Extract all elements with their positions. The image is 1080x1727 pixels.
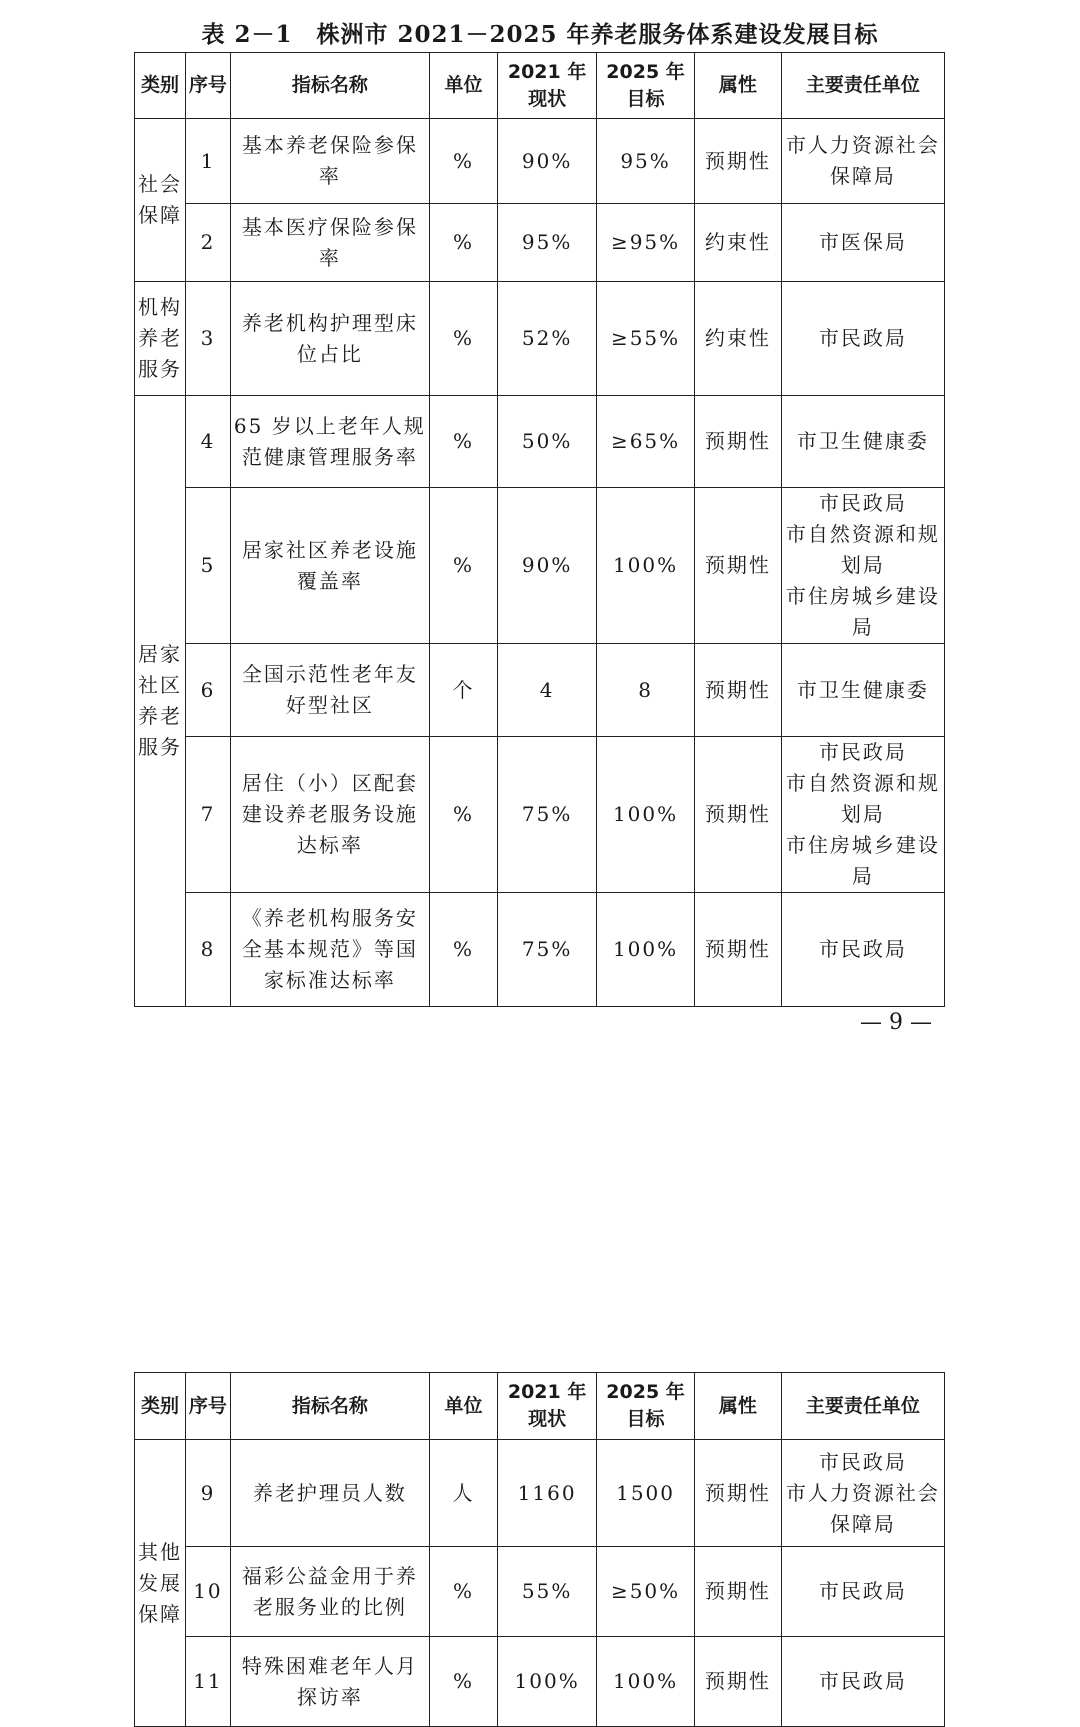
cell-2025: ≥95% xyxy=(597,204,695,282)
table-row xyxy=(135,119,945,204)
dept-line: 市住房城乡建设局 xyxy=(785,584,940,639)
cell-2021: 4 xyxy=(498,644,597,737)
table-row xyxy=(135,282,945,396)
table-row xyxy=(135,204,945,282)
cell-2025: 100% xyxy=(597,737,695,893)
dept-line: 市民政局 xyxy=(818,740,907,764)
header-2021-year: 2021 年 xyxy=(507,60,587,83)
header-attr: 属性 xyxy=(695,53,782,119)
cell-dept: 市民政局 xyxy=(781,893,944,1007)
header-row xyxy=(135,53,945,119)
cell-name: 基本医疗保险参保率 xyxy=(230,204,429,282)
category-social: 社会保障 xyxy=(135,119,186,282)
cell-seq: 10 xyxy=(186,1547,231,1637)
header-2025-target: 目标 xyxy=(626,87,665,110)
header-2025 xyxy=(597,1373,695,1440)
cell-seq: 5 xyxy=(186,488,231,644)
cell-seq: 2 xyxy=(186,204,231,282)
cell-seq: 11 xyxy=(186,1637,231,1727)
table-row xyxy=(135,737,945,893)
dept-line: 市民政局 xyxy=(818,1449,907,1474)
header-unit: 单位 xyxy=(429,53,497,119)
cell-seq: 1 xyxy=(186,119,231,204)
cell-attr: 预期性 xyxy=(695,119,782,204)
header-unit: 单位 xyxy=(429,1373,497,1440)
cell-name: 养老机构护理型床位占比 xyxy=(230,282,429,396)
cell-2025: ≥55% xyxy=(597,282,695,396)
cell-seq: 3 xyxy=(186,282,231,396)
header-2021 xyxy=(498,53,597,119)
cell-seq: 6 xyxy=(186,644,231,737)
table-row xyxy=(135,396,945,488)
cell-dept: 市民政局 xyxy=(781,282,944,396)
header-2025 xyxy=(597,53,695,119)
header-2021-year: 2021 年 xyxy=(507,1381,587,1403)
cell-dept: 市医保局 xyxy=(781,204,944,282)
cell-2021: 75% xyxy=(498,737,597,893)
dept-line: 市自然资源和规划局 xyxy=(785,771,940,826)
cell-unit: % xyxy=(429,893,497,1007)
cell-dept xyxy=(781,488,944,644)
page-number: — 9 — xyxy=(860,1010,932,1035)
cell-dept: 市人力资源社会保障局 xyxy=(781,119,944,204)
cell-2025: 95% xyxy=(597,119,695,204)
header-attr: 属性 xyxy=(695,1373,782,1440)
cell-seq: 4 xyxy=(186,396,231,488)
cell-name: 居家社区养老设施覆盖率 xyxy=(230,488,429,644)
category-community: 居家社区养老服务 xyxy=(135,396,186,1007)
cell-2025: ≥50% xyxy=(597,1547,695,1637)
cell-unit: 人 xyxy=(429,1440,497,1547)
cell-name: 养老护理员人数 xyxy=(230,1440,429,1547)
header-2021 xyxy=(498,1373,597,1440)
header-2021-status: 现状 xyxy=(528,1408,567,1430)
cell-2021: 90% xyxy=(498,119,597,204)
cell-dept: 市民政局 xyxy=(781,1547,944,1637)
dept-line: 市住房城乡建设局 xyxy=(785,833,940,888)
cell-name: 《养老机构服务安全基本规范》等国家标准达标率 xyxy=(230,893,429,1007)
cell-dept xyxy=(781,737,944,893)
cell-2021: 100% xyxy=(498,1637,597,1727)
cell-unit: % xyxy=(429,1547,497,1637)
cell-2021: 95% xyxy=(498,204,597,282)
cell-unit: % xyxy=(429,282,497,396)
cell-2025: 100% xyxy=(597,893,695,1007)
cell-seq: 7 xyxy=(186,737,231,893)
targets-table-part-2 xyxy=(134,1372,945,1727)
table-row xyxy=(135,1440,945,1547)
cell-dept: 市卫生健康委 xyxy=(781,396,944,488)
header-name: 指标名称 xyxy=(230,53,429,119)
cell-unit: % xyxy=(429,1637,497,1727)
cell-name: 福彩公益金用于养老服务业的比例 xyxy=(230,1547,429,1637)
header-category: 类别 xyxy=(135,1373,186,1440)
cell-attr: 预期性 xyxy=(695,644,782,737)
cell-dept xyxy=(781,1440,944,1547)
cell-attr: 预期性 xyxy=(695,893,782,1007)
header-dept: 主要责任单位 xyxy=(781,53,944,119)
cell-name: 65 岁以上老年人规范健康管理服务率 xyxy=(230,396,429,488)
cell-attr: 约束性 xyxy=(695,204,782,282)
targets-table-part-1 xyxy=(134,52,945,1007)
dept-line: 市自然资源和规划局 xyxy=(785,522,940,577)
cell-dept: 市民政局 xyxy=(781,1637,944,1727)
cell-attr: 预期性 xyxy=(695,396,782,488)
cell-unit: % xyxy=(429,119,497,204)
cell-2021: 1160 xyxy=(498,1440,597,1547)
table-row xyxy=(135,488,945,644)
table-row xyxy=(135,1547,945,1637)
cell-2021: 75% xyxy=(498,893,597,1007)
cell-2021: 52% xyxy=(498,282,597,396)
dept-line: 市人力资源社会保障局 xyxy=(785,1480,940,1536)
cell-attr: 约束性 xyxy=(695,282,782,396)
header-2025-year: 2025 年 xyxy=(606,60,685,83)
cell-unit: % xyxy=(429,204,497,282)
header-seq: 序号 xyxy=(186,1373,231,1440)
cell-2025: 1500 xyxy=(597,1440,695,1547)
header-2025-target: 目标 xyxy=(626,1408,665,1430)
header-2021-status: 现状 xyxy=(528,87,567,110)
dept-line: 市民政局 xyxy=(818,491,907,515)
header-dept: 主要责任单位 xyxy=(781,1373,944,1440)
category-institution: 机构养老服务 xyxy=(135,282,186,396)
table-row xyxy=(135,1637,945,1727)
cell-2025: 100% xyxy=(597,488,695,644)
cell-2025: 8 xyxy=(597,644,695,737)
cell-attr: 预期性 xyxy=(695,1547,782,1637)
cell-attr: 预期性 xyxy=(695,1637,782,1727)
cell-2021: 90% xyxy=(498,488,597,644)
header-row xyxy=(135,1373,945,1440)
cell-2025: ≥65% xyxy=(597,396,695,488)
table-title: 表 2－1 株洲市 2021－2025 年养老服务体系建设发展目标 xyxy=(201,21,879,48)
cell-unit: % xyxy=(429,396,497,488)
cell-2025: 100% xyxy=(597,1637,695,1727)
cell-2021: 50% xyxy=(498,396,597,488)
cell-name: 特殊困难老年人月探访率 xyxy=(230,1637,429,1727)
cell-attr: 预期性 xyxy=(695,488,782,644)
cell-name: 全国示范性老年友好型社区 xyxy=(230,644,429,737)
cell-seq: 9 xyxy=(186,1440,231,1547)
cell-dept: 市卫生健康委 xyxy=(781,644,944,737)
table-row xyxy=(135,893,945,1007)
cell-attr: 预期性 xyxy=(695,1440,782,1547)
cell-unit: 个 xyxy=(429,644,497,737)
cell-unit: % xyxy=(429,737,497,893)
cell-seq: 8 xyxy=(186,893,231,1007)
cell-attr: 预期性 xyxy=(695,737,782,893)
category-other: 其他发展保障 xyxy=(135,1440,186,1727)
cell-unit: % xyxy=(429,488,497,644)
header-seq: 序号 xyxy=(186,53,231,119)
header-category: 类别 xyxy=(135,53,186,119)
cell-name: 居住（小）区配套建设养老服务设施达标率 xyxy=(230,737,429,893)
table-row xyxy=(135,644,945,737)
cell-2021: 55% xyxy=(498,1547,597,1637)
header-2025-year: 2025 年 xyxy=(606,1381,685,1403)
header-name: 指标名称 xyxy=(230,1373,429,1440)
cell-name: 基本养老保险参保率 xyxy=(230,119,429,204)
